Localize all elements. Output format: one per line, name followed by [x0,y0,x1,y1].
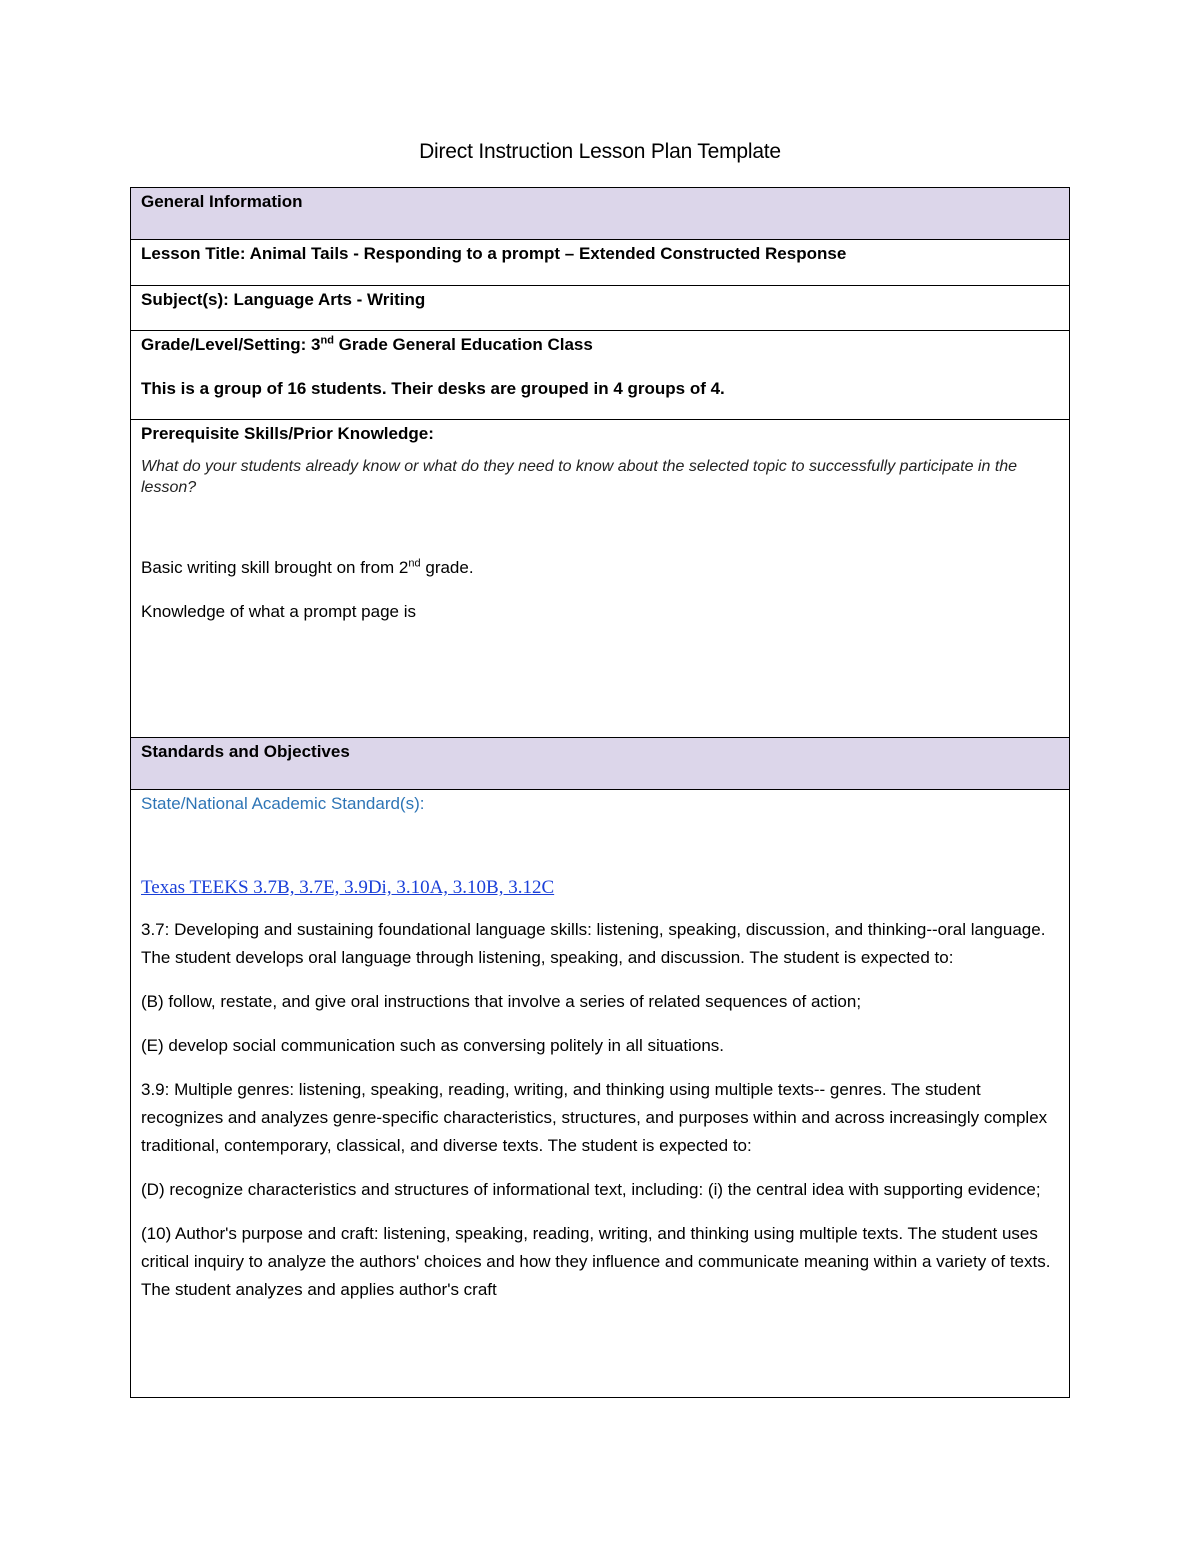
subjects-row [131,286,1070,331]
standard-paragraph-3: (E) develop social communication such as conversing politely in all situations. [141,1036,725,1055]
prerequisite-skill-1 [141,554,1059,582]
prerequisite-skill-2: Knowledge of what a prompt page is [141,602,417,621]
standard-paragraph-5: (D) recognize characteristics and structures of informational text, including: (i) the central idea with supporting evidence; [141,1180,1041,1199]
standard-paragraph-6: (10) Author's purpose and craft: listening, speaking, reading, writing, and thinking using multiple texts. The student uses critical inquiry to analyze the authors' choices and how they influence and communicate meaning within a variety of texts. The student analyzes and applies author's craft [141,1224,1051,1299]
grade-prefix: Grade/Level/Setting: 3 [141,335,321,354]
lesson-title: Lesson Title: Animal Tails - Responding to a prompt – Extended Constructed Response [131,240,1070,286]
teks-link[interactable]: Texas TEEKS 3.7B, 3.7E, 3.9Di, 3.10A, 3.10B, 3.12C [141,877,555,898]
lesson-plan-table [130,187,1070,1398]
grade-sup: nd [320,334,334,347]
grade-level-cell [131,331,1070,420]
standard-paragraph-4: 3.9: Multiple genres: listening, speaking, reading, writing, and thinking using multiple texts-- genres. The student recognizes and analyzes genre-specific characteristics, structures, and purposes within and across increasingly complex traditional, contemporary, classical, and diverse texts. The student is expected to: [141,1080,1048,1155]
standards-cell [131,790,1070,1398]
skill1-prefix: Basic writing skill brought on from 2 [141,558,409,577]
lesson-title-row [131,240,1070,286]
group-info: This is a group of 16 students. Their desks are grouped in 4 groups of 4. [141,379,725,398]
standard-paragraph-1: 3.7: Developing and sustaining foundational language skills: listening, speaking, discussion, and thinking--oral language. The student develops oral language through listening, speaking, and discussion. The student is expected to: [141,920,1046,967]
prerequisite-prompt: What do your students already know or what do they need to know about the selected topic to successfully participate in the lesson? [141,458,1018,496]
standards-row [131,790,1070,1398]
grade-level-row [131,331,1070,420]
grade-level-setting [141,331,1059,359]
grade-suffix: Grade General Education Class [333,335,593,354]
standards-header-row [131,738,1070,790]
standard-paragraph-2: (B) follow, restate, and give oral instructions that involve a series of related sequences of action; [141,992,862,1011]
skill1-suffix: grade. [420,558,474,577]
prerequisite-label: Prerequisite Skills/Prior Knowledge: [141,424,434,443]
standards-header: Standards and Objectives [131,738,1070,790]
prerequisite-row [131,420,1070,738]
page-title: Direct Instruction Lesson Plan Template [419,140,781,163]
skill1-sup: nd [408,557,421,570]
general-information-header-row [131,188,1070,240]
general-information-header: General Information [131,188,1070,240]
standards-label: State/National Academic Standard(s): [141,794,425,813]
subjects: Subject(s): Language Arts - Writing [131,286,1070,331]
prerequisite-cell [131,420,1070,738]
